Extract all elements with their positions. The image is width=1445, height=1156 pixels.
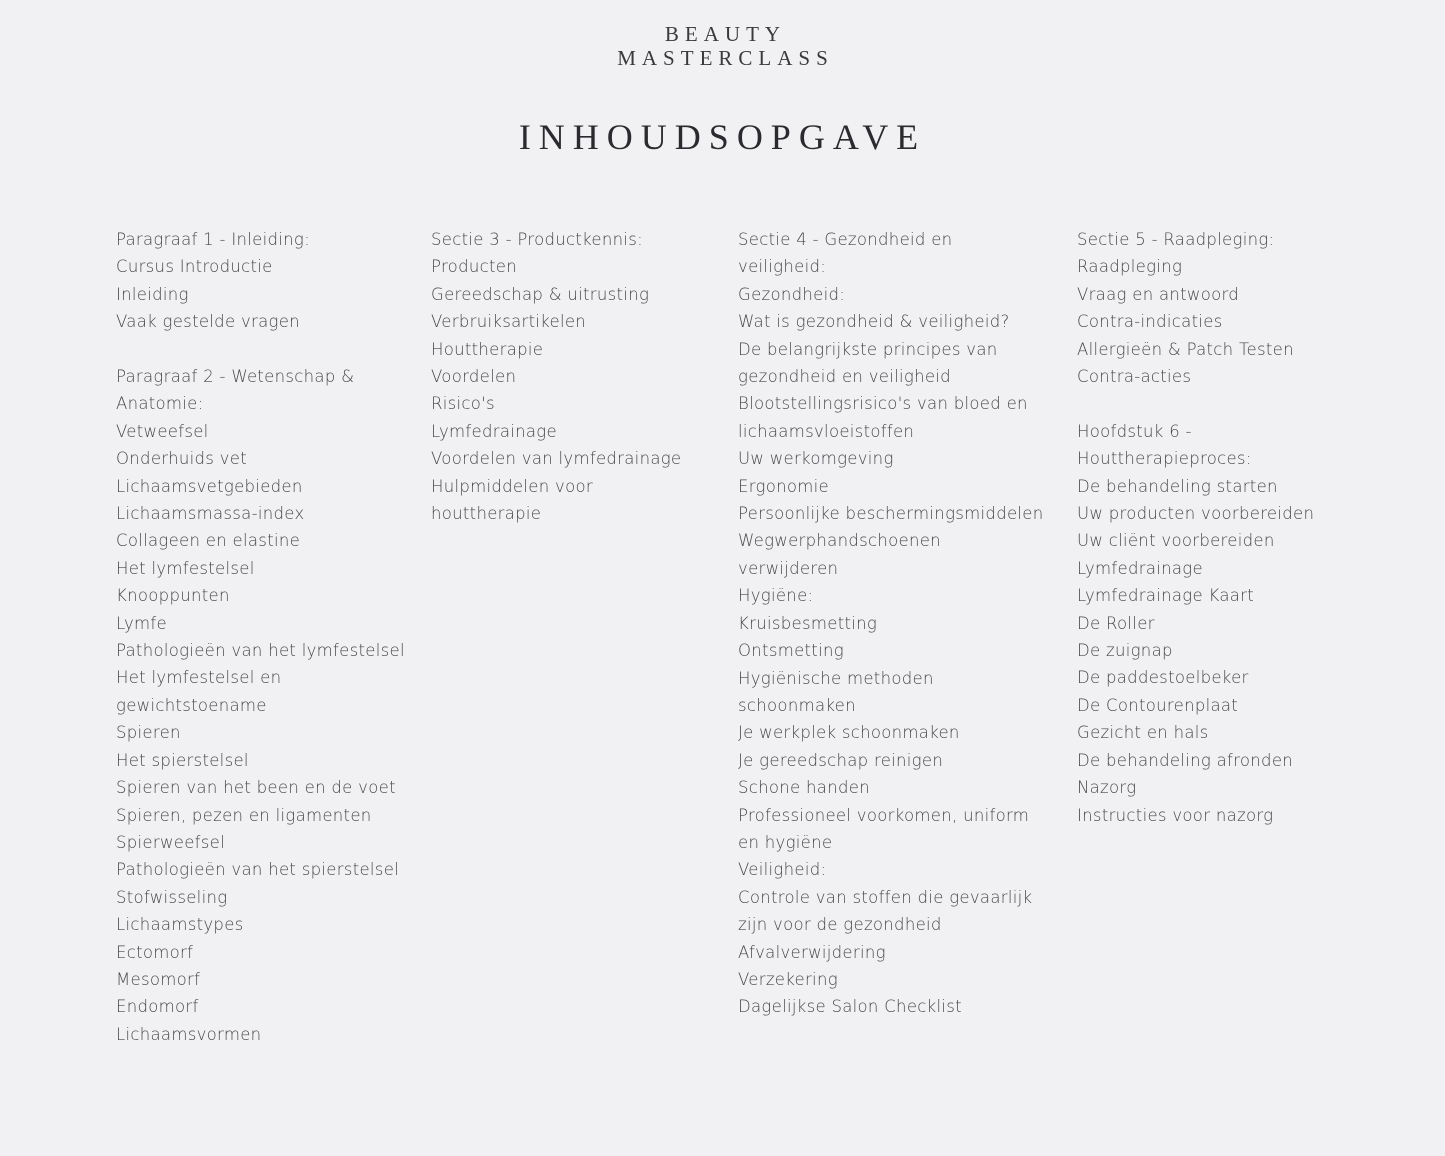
toc-entry: Spierweefsel — [116, 832, 226, 852]
toc-entry: Producten — [431, 257, 517, 277]
toc-entry: Pathologieën van het lymfestelsel — [116, 641, 405, 661]
toc-entry: De paddestoelbeker — [1077, 668, 1249, 688]
toc-entry: Schone handen — [738, 778, 870, 798]
toc-entry: Wat is gezondheid & veiligheid? — [738, 312, 1010, 332]
toc-entry: Endomorf — [116, 997, 199, 1017]
toc-entry: Lymfedrainage — [431, 421, 557, 441]
brand-line-2: MASTERCLASS — [617, 46, 834, 70]
toc-entry: Ectomorf — [116, 942, 194, 962]
toc-entry: Lichaamstypes — [116, 915, 244, 935]
toc-spacer — [1077, 390, 1314, 417]
page-title: INHOUDSOPGAVE — [518, 117, 927, 157]
toc-column-3 — [738, 226, 1044, 1021]
toc-entry: De zuignap — [1077, 641, 1173, 661]
toc-entry: lichaamsvloeistoffen — [738, 421, 915, 441]
toc-entry: gezondheid en veiligheid — [738, 367, 951, 387]
toc-entry: Verbruiksartikelen — [431, 312, 587, 332]
toc-entry: Paragraaf 2 - Wetenschap & — [116, 367, 355, 387]
toc-entry: Spieren — [116, 723, 181, 743]
toc-entry: Persoonlijke beschermingsmiddelen — [738, 504, 1044, 524]
toc-entry: Stofwisseling — [116, 887, 228, 907]
toc-entry: Het lymfestelsel — [116, 558, 255, 578]
toc-entry: Afvalverwijdering — [738, 942, 886, 962]
brand-logo — [0, 22, 1445, 70]
toc-entry: veiligheid: — [738, 257, 827, 277]
toc-entry: Vraag en antwoord — [1077, 284, 1240, 304]
toc-entry: zijn voor de gezondheid — [738, 915, 942, 935]
toc-entry: Knooppunten — [116, 586, 230, 606]
toc-entry: Gereedschap & uitrusting — [431, 284, 650, 304]
toc-entry: Anatomie: — [116, 394, 204, 414]
toc-entry: Professioneel voorkomen, uniform — [738, 805, 1030, 825]
toc-entry: Hulpmiddelen voor — [431, 476, 593, 496]
toc-entry: Gezicht en hals — [1077, 723, 1209, 743]
toc-entry: Voordelen van lymfedrainage — [431, 449, 682, 469]
toc-entry: Uw producten voorbereiden — [1077, 504, 1315, 524]
toc-entry: schoonmaken — [738, 695, 856, 715]
toc-entry: Lymfedrainage — [1077, 558, 1203, 578]
toc-entry: Paragraaf 1 - Inleiding: — [116, 230, 310, 249]
toc-entry: Controle van stoffen die gevaarlijk — [738, 887, 1033, 907]
toc-entry: Inleiding — [116, 284, 189, 304]
toc-entry: Blootstellingsrisico's van bloed en — [738, 394, 1028, 414]
toc-entry: Risico's — [431, 394, 495, 414]
toc-entry: en hygiëne — [738, 832, 833, 852]
toc-entry: Lymfe — [116, 613, 167, 633]
toc-entry: Cursus Introductie — [116, 257, 273, 277]
toc-entry: Sectie 5 - Raadpleging: — [1077, 230, 1275, 249]
toc-entry: Wegwerphandschoenen — [738, 531, 941, 551]
toc-entry: Sectie 3 - Productkennis: — [431, 230, 644, 249]
toc-spacer — [116, 336, 405, 363]
toc-entry: Mesomorf — [116, 969, 201, 989]
toc-entry: De Roller — [1077, 613, 1155, 633]
toc-entry: Hoofdstuk 6 - — [1077, 421, 1192, 441]
toc-entry: Het spierstelsel — [116, 750, 249, 770]
toc-entry: Het lymfestelsel en — [116, 668, 282, 688]
toc-entry: verwijderen — [738, 558, 839, 578]
toc-entry: Instructies voor nazorg — [1077, 805, 1274, 825]
toc-entry: Kruisbesmetting — [738, 613, 878, 633]
toc-entry: De behandeling afronden — [1077, 750, 1294, 770]
toc-entry: Nazorg — [1077, 778, 1137, 798]
toc-entry: Uw werkomgeving — [738, 449, 894, 469]
toc-entry: gewichtstoename — [116, 695, 267, 715]
toc-entry: Ontsmetting — [738, 641, 844, 661]
toc-entry: Uw cliënt voorbereiden — [1077, 531, 1275, 551]
toc-column-4 — [1077, 226, 1314, 829]
toc-entry: Vaak gestelde vragen — [116, 312, 300, 332]
toc-entry: Hygiënische methoden — [738, 668, 934, 688]
toc-entry: Vetweefsel — [116, 421, 209, 441]
toc-entry: Contra-acties — [1077, 367, 1192, 387]
toc-entry: Lichaamsvormen — [116, 1024, 262, 1044]
toc-entry: Dagelijkse Salon Checklist — [738, 997, 962, 1017]
toc-entry: Houttherapieproces: — [1077, 449, 1252, 469]
toc-column-1 — [116, 226, 405, 1048]
toc-entry: De belangrijkste principes van — [738, 339, 998, 359]
toc-entry: De behandeling starten — [1077, 476, 1278, 496]
toc-entry: Spieren, pezen en ligamenten — [116, 805, 372, 825]
toc-entry: houttherapie — [431, 504, 542, 524]
toc-entry: Collageen en elastine — [116, 531, 301, 551]
toc-entry: Veiligheid: — [738, 860, 827, 880]
toc-entry: Spieren van het been en de voet — [116, 778, 396, 798]
toc-entry: Verzekering — [738, 969, 838, 989]
toc-entry: Lichaamsmassa-index — [116, 504, 305, 524]
toc-entry: Je gereedschap reinigen — [738, 750, 944, 770]
toc-entry: Je werkplek schoonmaken — [738, 723, 960, 743]
toc-entry: Ergonomie — [738, 476, 829, 496]
toc-entry: Contra-indicaties — [1077, 312, 1223, 332]
toc-entry: Voordelen — [431, 367, 517, 387]
toc-entry: Pathologieën van het spierstelsel — [116, 860, 400, 880]
toc-entry: Raadpleging — [1077, 257, 1183, 277]
toc-entry: Hygiëne: — [738, 586, 814, 606]
toc-entry: Houttherapie — [431, 339, 544, 359]
toc-entry: Allergieën & Patch Testen — [1077, 339, 1294, 359]
toc-entry: Gezondheid: — [738, 284, 846, 304]
toc-entry: Lymfedrainage Kaart — [1077, 586, 1255, 606]
toc-entry: Onderhuids vet — [116, 449, 247, 469]
toc-entry: Sectie 4 - Gezondheid en — [738, 230, 953, 249]
toc-entry: Lichaamsvetgebieden — [116, 476, 303, 496]
toc-entry: De Contourenplaat — [1077, 695, 1239, 715]
brand-line-1: BEAUTY — [664, 22, 787, 46]
toc-column-2 — [431, 226, 681, 527]
